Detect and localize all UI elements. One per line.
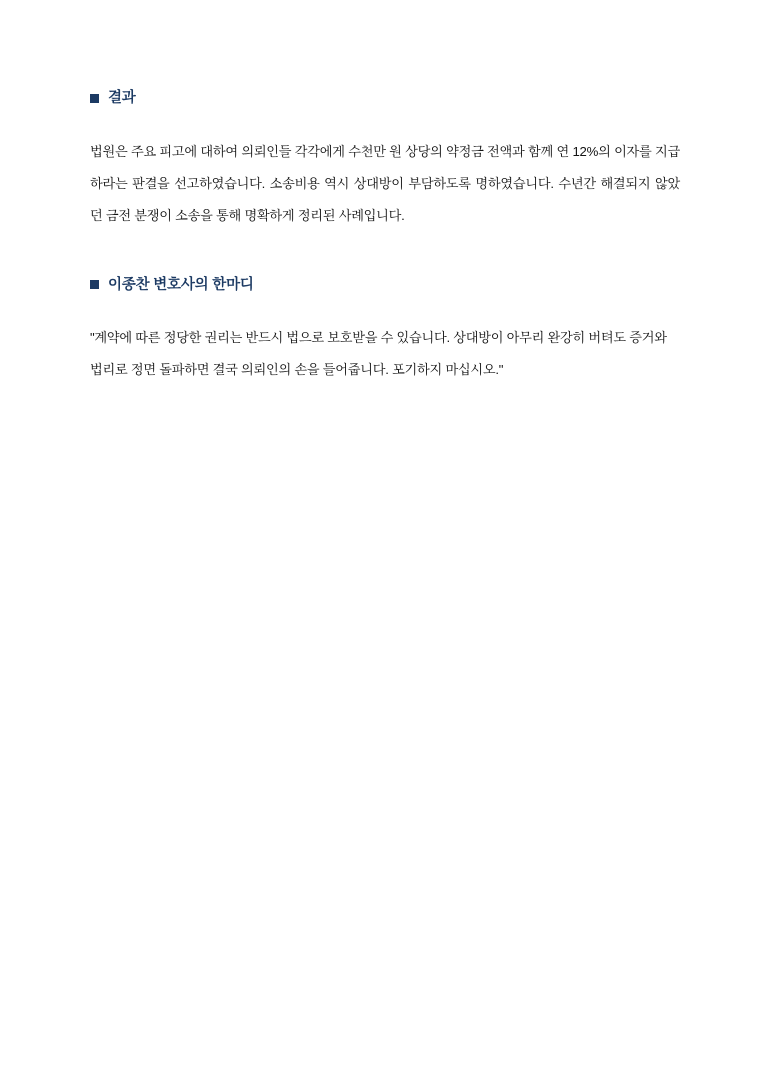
section-lawyer-comment-paragraph: "계약에 따른 정당한 권리는 반드시 법으로 보호받을 수 있습니다. 상대방이 아무리 완강히 버텨도 증거와 법리로 정면 돌파하면 결국 의뢰인의 손을 들어줍니다. 포기하지 마십시오." <box>90 329 667 377</box>
section-heading-lawyer-comment-label: 이종찬 변호사의 한마디 <box>108 276 254 293</box>
section-result <box>90 88 680 233</box>
section-heading-result-label: 결과 <box>108 90 136 106</box>
document-content <box>90 88 680 386</box>
section-lawyer-comment <box>90 275 680 386</box>
section-heading-result <box>90 88 680 108</box>
section-spacer <box>90 233 680 275</box>
section-heading-lawyer-comment <box>90 275 680 295</box>
filled-square-bullet-icon <box>90 280 99 289</box>
filled-square-bullet-icon <box>90 94 99 103</box>
section-result-paragraph: 법원은 주요 피고에 대하여 의뢰인들 각각에게 수천만 원 상당의 약정금 전액과 함께 연 12%의 이자를 지급하라는 판결을 선고하였습니다. 소송비용 역시 상대방이 부담하도록 명하였습니다. 수년간 해결되지 않았던 금전 분쟁이 소송을 통해 명확하게 정리된 사례입니다. <box>90 144 680 224</box>
